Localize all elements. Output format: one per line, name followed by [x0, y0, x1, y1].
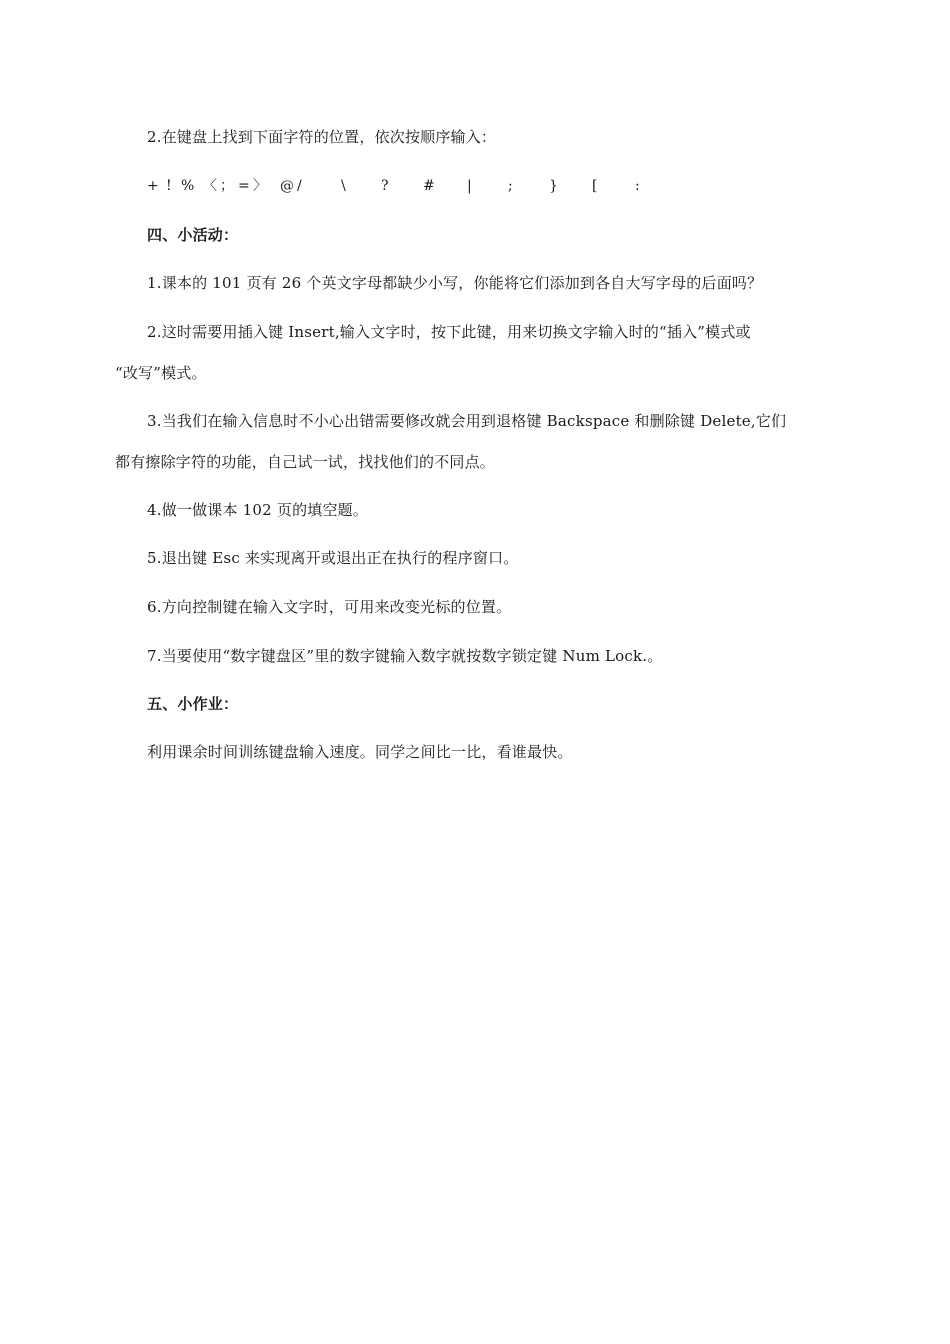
activity-item-7: 7.当要使用“数字键盘区”里的数字键输入数字就按数字锁定键 Num Lock.。	[147, 647, 663, 665]
activity-item-4: 4.做一做课本 102 页的填空题。	[147, 501, 369, 519]
symbol-backslash: \	[341, 178, 346, 194]
symbol-equals: =	[238, 178, 250, 194]
symbol-semicolon: ;	[508, 178, 513, 194]
symbol-semicolon-fw: ；	[220, 178, 234, 194]
symbol-sequence	[147, 175, 667, 197]
symbol-slash: /	[297, 178, 302, 194]
symbol-exclamation: !	[166, 178, 172, 194]
symbol-left-angle: 〈	[203, 178, 217, 194]
symbol-left-bracket: [	[592, 178, 598, 194]
symbol-pipe: |	[467, 178, 472, 194]
activity-item-1: 1.课本的 101 页有 26 个英文字母都缺少小写，你能将它们添加到各自大写字母的后面吗？	[147, 274, 763, 292]
symbol-right-angle: 〉	[253, 178, 267, 194]
section-4-heading: 四、小活动：	[147, 226, 239, 244]
activity-item-6: 6.方向控制键在输入文字时，可用来改变光标的位置。	[147, 598, 512, 616]
symbol-colon: :	[635, 178, 640, 194]
symbol-hash: #	[423, 178, 435, 194]
activity-item-2-line-1: 2.这时需要用插入键 Insert,输入文字时，按下此键，用来切换文字输入时的“插入”模式或	[147, 323, 751, 341]
symbol-at: @	[280, 178, 294, 194]
step-2-instruction: 2.在键盘上找到下面字符的位置，依次按顺序输入：	[147, 128, 497, 146]
activity-item-5: 5.退出键 Esc 来实现离开或退出正在执行的程序窗口。	[147, 549, 519, 567]
symbol-question: ?	[381, 178, 389, 194]
activity-item-3-line-1: 3.当我们在输入信息时不小心出错需要修改就会用到退格键 Backspace 和删除键 Delete,它们	[147, 412, 787, 430]
symbol-plus: +	[147, 178, 159, 194]
homework-text: 利用课余时间训练键盘输入速度。同学之间比一比，看谁最快。	[147, 743, 573, 761]
activity-item-3-line-2: 都有擦除字符的功能，自己试一试，找找他们的不同点。	[115, 453, 496, 471]
symbol-percent: %	[181, 178, 195, 194]
symbol-right-brace: }	[549, 178, 558, 194]
activity-item-2-line-2: “改写”模式。	[115, 364, 207, 382]
section-5-heading: 五、小作业：	[147, 695, 239, 713]
